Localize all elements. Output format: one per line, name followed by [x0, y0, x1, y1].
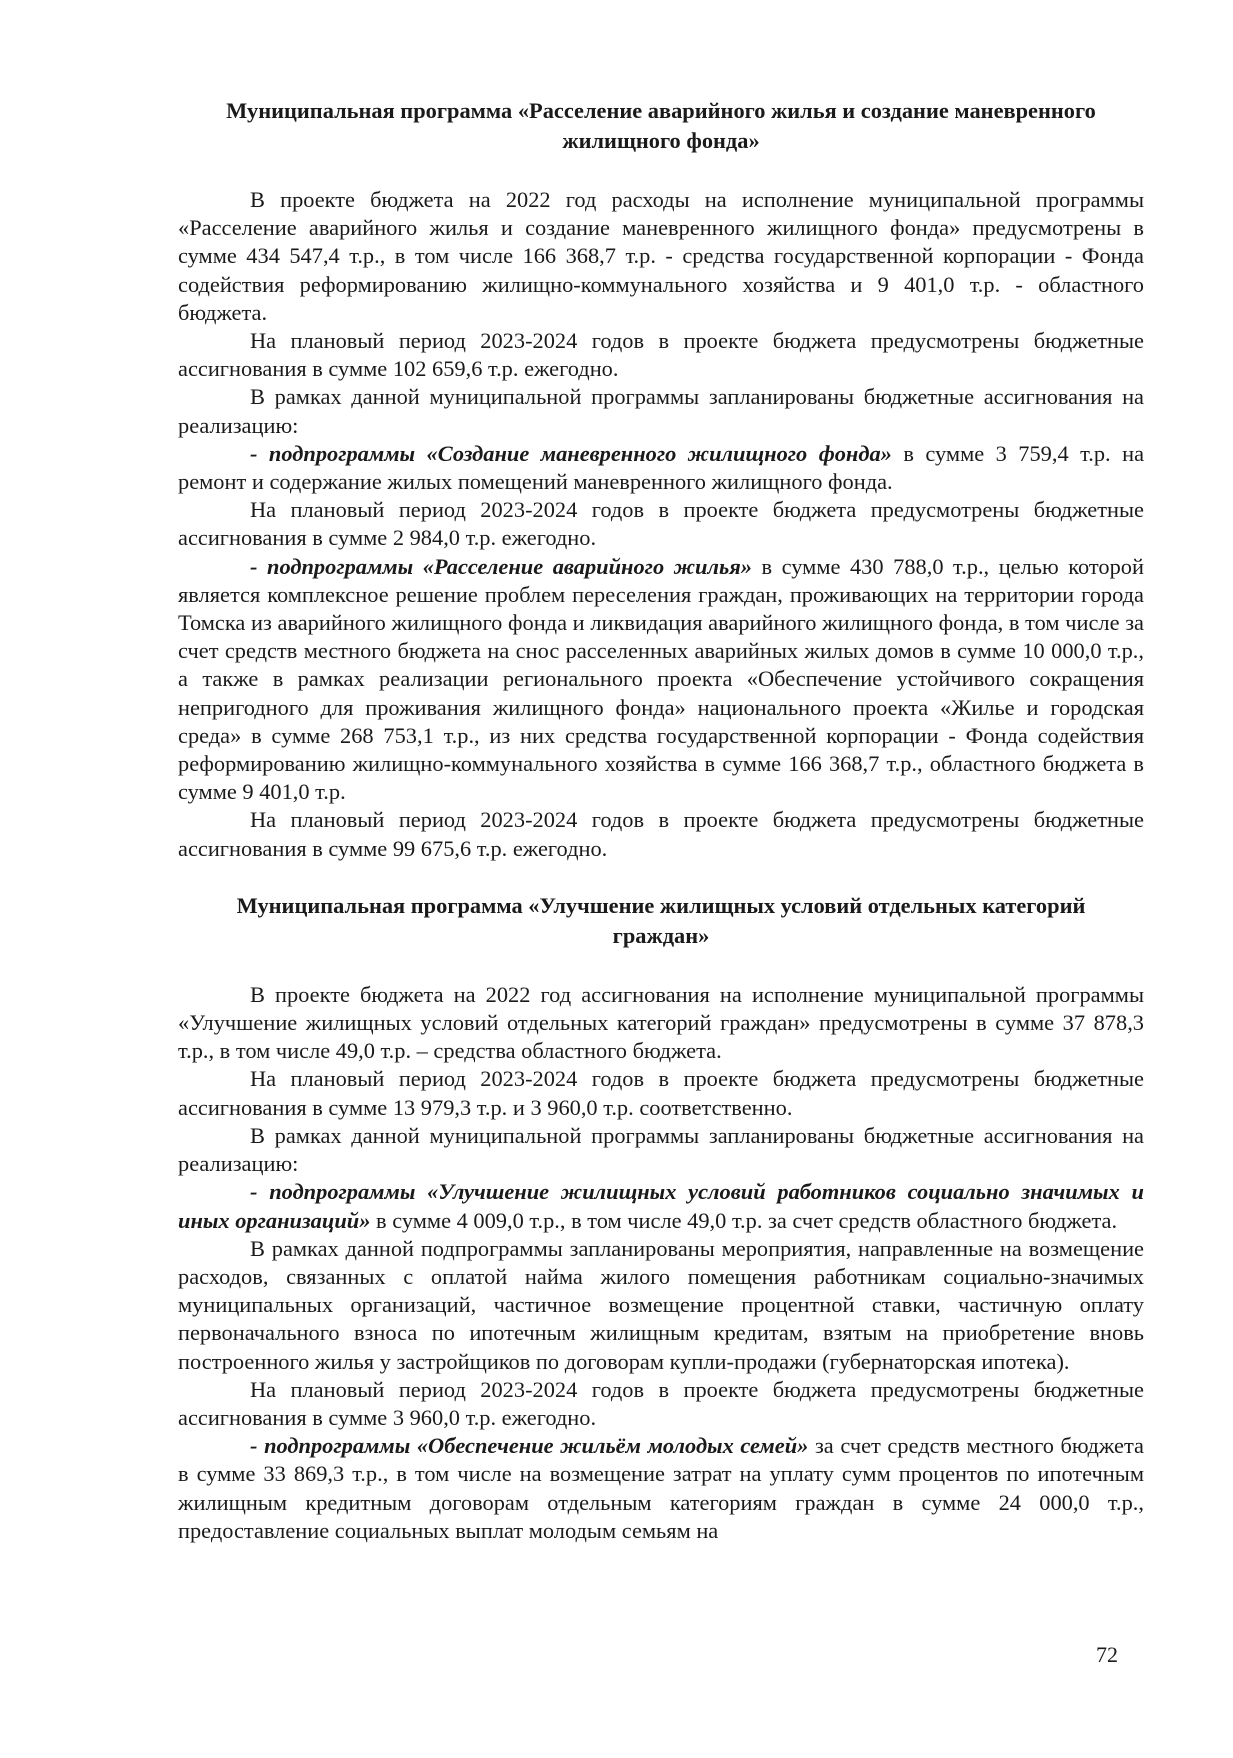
section-heading-emergency-housing: Муниципальная программа «Расселение аварийного жилья и создание маневренного жилищного фонда»: [226, 98, 1096, 153]
paragraph: На плановый период 2023-2024 годов в проекте бюджета предусмотрены бюджетные ассигнования в сумме 3 960,0 т.р. ежегодно.: [178, 1376, 1144, 1430]
paragraph: На плановый период 2023-2024 годов в проекте бюджета предусмотрены бюджетные ассигнования в сумме 99 675,6 т.р. ежегодно.: [178, 807, 1144, 861]
paragraph: На плановый период 2023-2024 годов в проекте бюджета предусмотрены бюджетные ассигнования в сумме 13 979,3 т.р. и 3 960,0 т.р. соответственно.: [178, 1066, 1144, 1120]
subprogram-text: за счет средств местного бюджета в сумме 33 869,3 т.р., в том числе на возмещение затрат на уплату сумм процентов по ипотечным жилищным кредитным договорам отдельным категориям граждан в сумме 24 000,0 т.р., предоставление социальных выплат молодым семьям на: [178, 1433, 1144, 1543]
subprogram-title: - подпрограммы «Создание маневренного жилищного фонда»: [250, 440, 892, 466]
paragraph: В проекте бюджета на 2022 год ассигнования на исполнение муниципальной программы «Улучшение жилищных условий отдельных категорий граждан» предусмотрены в сумме 37 878,3 т.р., в том числе 49,0 т.р. – средства областного бюджета.: [178, 981, 1144, 1064]
subprogram-text: в сумме 3 759,4 т.р. на ремонт и содержание жилых помещений маневренного жилищного фонда.: [178, 440, 1145, 495]
subprogram-title: - подпрограммы «Обеспечение жильём молодых семей»: [250, 1433, 809, 1459]
section-heading-housing-conditions: Муниципальная программа «Улучшение жилищных условий отдельных категорий граждан»: [236, 892, 1086, 948]
paragraph: На плановый период 2023-2024 годов в проекте бюджета предусмотрены бюджетные ассигнования в сумме 2 984,0 т.р. ежегодно.: [178, 497, 1144, 551]
subprogram-text: в сумме 4 009,0 т.р., в том числе 49,0 т.р. за счет средств областного бюджета.: [370, 1207, 1118, 1233]
paragraph-subprogram-workers: [178, 1178, 1144, 1234]
page-number: 72: [1096, 1642, 1118, 1667]
subprogram-title: - подпрограммы «Улучшение жилищных условий работников социально значимых и иных организаций»: [178, 1179, 1144, 1233]
paragraph-subprogram-young-families: [178, 1432, 1144, 1545]
subprogram-text: в сумме 430 788,0 т.р., целью которой является комплексное решение проблем переселения граждан, проживающих на территории города Томска из аварийного жилищного фонда и ликвидация аварийного жилищного фонда, в том числе за счет средств местного бюджета на снос расселенных аварийных жилых домов в сумме 10 000,0 т.р., а также в рамках реализации регионального проекта «Обеспечение устойчивого сокращения непригодного для проживания жилищного фонда» национального проекта «Жилье и городская среда» в сумме 268 753,1 т.р., из них средства государственной корпорации - Фонда содействия реформированию жилищно-коммунального хозяйства в сумме 166 368,7 т.р., областного бюджета в сумме 9 401,0 т.р.: [178, 553, 1144, 805]
subprogram-title: - подпрограммы «Расселение аварийного жилья»: [250, 553, 752, 579]
paragraph-subprogram-maneuver-fund: [178, 440, 1144, 496]
paragraph: В рамках данной муниципальной программы запланированы бюджетные ассигнования на реализацию:: [178, 1122, 1144, 1177]
paragraph: На плановый период 2023-2024 годов в проекте бюджета предусмотрены бюджетные ассигнования в сумме 102 659,6 т.р. ежегодно.: [178, 328, 1144, 382]
paragraph-subprogram-resettlement: [178, 553, 1144, 807]
paragraph: В рамках данной подпрограммы запланированы мероприятия, направленные на возмещение расходов, связанных с оплатой найма жилого помещения работникам социально-значимых муниципальных организаций, частичное возмещение процентной ставки, частичную оплату первоначального взноса по ипотечным жилищным кредитам, взятым на приобретение вновь построенного жилья у застройщиков по договорам купли-продажи (губернаторская ипотека).: [178, 1235, 1144, 1374]
paragraph: В проекте бюджета на 2022 год расходы на исполнение муниципальной программы «Расселение аварийного жилья и создание маневренного жилищного фонда» предусмотрены в сумме 434 547,4 т.р., в том числе 166 368,7 т.р. - средства государственной корпорации - Фонда содействия реформированию жилищно-коммунального хозяйства и 9 401,0 т.р. - областного бюджета.: [178, 187, 1144, 325]
paragraph: В рамках данной муниципальной программы запланированы бюджетные ассигнования на реализацию:: [178, 384, 1144, 438]
document-page: [178, 96, 1144, 1545]
